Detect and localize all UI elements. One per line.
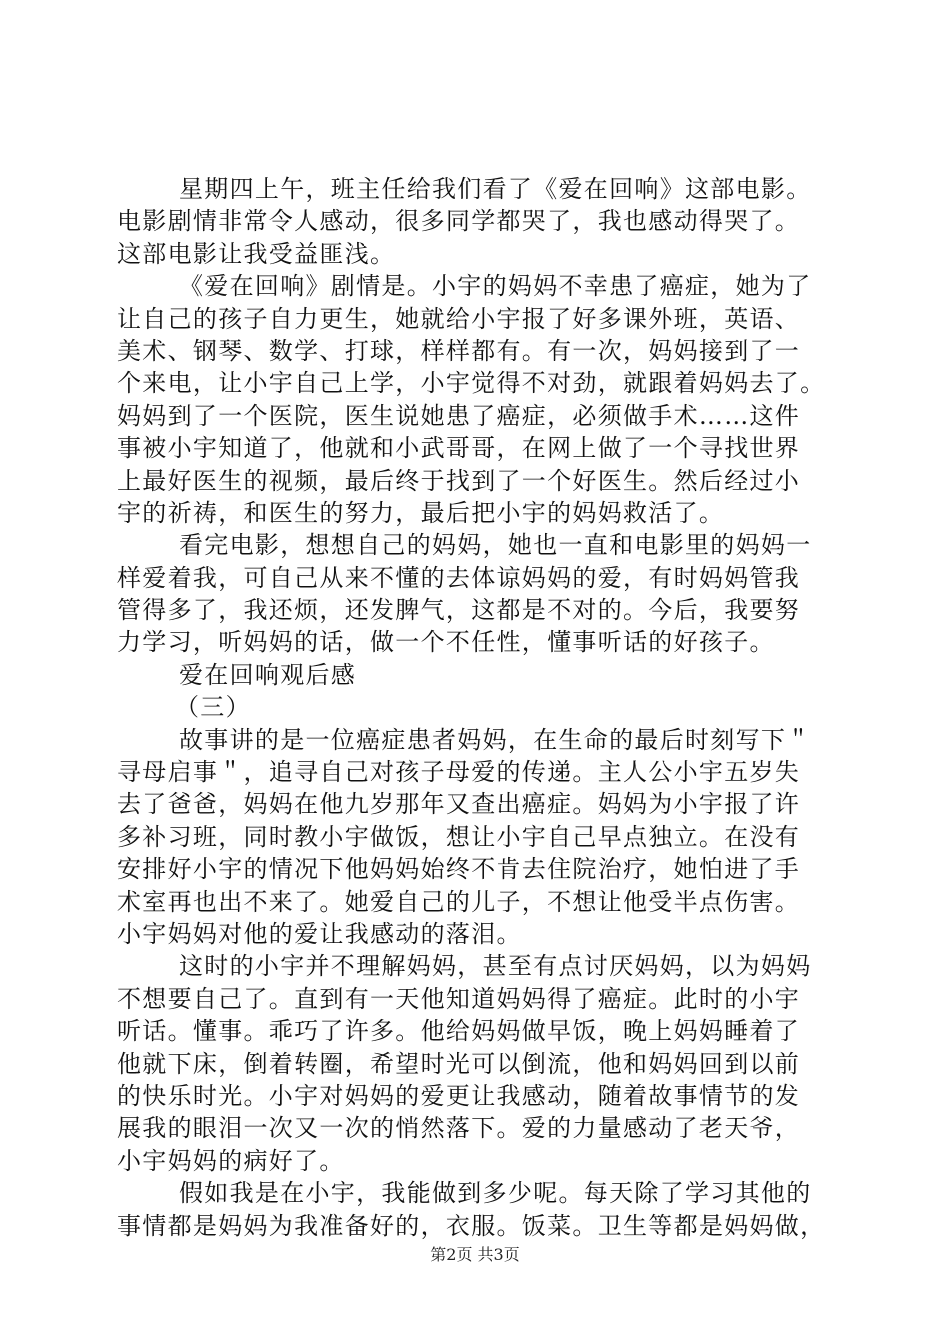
paragraph-line: 《爱在回响》剧情是。小宇的妈妈不幸患了癌症，她为了 xyxy=(179,272,812,301)
paragraph-line: 事情都是妈妈为我准备好的，衣服。饭菜。卫生等都是妈妈做， xyxy=(117,1211,826,1240)
paragraph-line: 美术、钢琴、数学、打球，样样都有。有一次，妈妈接到了一 xyxy=(117,336,801,365)
paragraph-line: 的快乐时光。小宇对妈妈的爱更让我感动，随着故事情节的发 xyxy=(117,1081,801,1110)
paragraph-line: 上最好医生的视频，最后终于找到了一个好医生。然后经过小 xyxy=(117,466,801,495)
paragraph-line: 星期四上午，班主任给我们看了《爱在回响》这部电影。 xyxy=(179,175,812,203)
paragraph-line: 安排好小宇的情况下他妈妈始终不肯去住院治疗，她怕进了手 xyxy=(117,855,801,884)
paragraph-line: 展我的眼泪一次又一次的悄然落下。爱的力量感动了老天爷， xyxy=(117,1114,801,1143)
document-body xyxy=(117,173,849,1242)
paragraph-line: 样爱着我，可自己从来不懂的去体谅妈妈的爱，有时妈妈管我 xyxy=(117,563,801,592)
paragraph-line: 听话。懂事。乖巧了许多。他给妈妈做早饭，晚上妈妈睡着了 xyxy=(117,1017,801,1046)
paragraph-line: 不想要自己了。直到有一天他知道妈妈得了癌症。此时的小宇 xyxy=(117,984,801,1013)
paragraph-line: 这时的小宇并不理解妈妈，甚至有点讨厌妈妈，以为妈妈 xyxy=(179,952,812,981)
paragraph-line: 寻母启事＂，追寻自己对孩子母爱的传递。主人公小宇五岁失 xyxy=(117,758,801,787)
section-title: 爱在回响观后感 xyxy=(179,660,357,689)
page-footer: 第2页 共3页 xyxy=(430,1245,520,1264)
paragraph-line: 力学习，听妈妈的话，做一个不任性，懂事听话的好孩子。 xyxy=(117,628,775,657)
paragraph-line: 管得多了，我还烦，还发脾气，这都是不对的。今后，我要努 xyxy=(117,596,801,625)
paragraph-line: 小宇妈妈的病好了。 xyxy=(117,1146,345,1175)
paragraph-line: 故事讲的是一位癌症患者妈妈，在生命的最后时刻写下＂ xyxy=(179,725,812,754)
section-number: （三） xyxy=(175,693,251,722)
paragraph-line: 这部电影让我受益匪浅。 xyxy=(117,239,396,268)
paragraph-line: 个来电，让小宇自己上学，小宇觉得不对劲，就跟着妈妈去了。 xyxy=(117,369,826,398)
paragraph-line: 小宇妈妈对他的爱让我感动的落泪。 xyxy=(117,919,522,948)
paragraph-line: 宇的祈祷，和医生的努力，最后把小宇的妈妈救活了。 xyxy=(117,498,725,527)
paragraph-line: 去了爸爸，妈妈在他九岁那年又查出癌症。妈妈为小宇报了许 xyxy=(117,790,801,819)
paragraph-line: 他就下床，倒着转圈，希望时光可以倒流，他和妈妈回到以前 xyxy=(117,1049,801,1078)
paragraph-line: 妈妈到了一个医院，医生说她患了癌症，必须做手术……这件 xyxy=(117,401,801,430)
paragraph-line: 让自己的孩子自力更生，她就给小宇报了好多课外班，英语、 xyxy=(117,304,801,333)
paragraph-line: 假如我是在小宇，我能做到多少呢。每天除了学习其他的 xyxy=(179,1179,812,1208)
paragraph-line: 多补习班，同时教小宇做饭，想让小宇自己早点独立。在没有 xyxy=(117,822,801,851)
paragraph-line: 看完电影，想想自己的妈妈，她也一直和电影里的妈妈一 xyxy=(179,531,812,560)
paragraph-line: 事被小宇知道了，他就和小武哥哥，在网上做了一个寻找世界 xyxy=(117,434,801,463)
paragraph-line: 术室再也出不来了。她爱自己的儿子，不想让他受半点伤害。 xyxy=(117,887,801,916)
paragraph-line: 电影剧情非常令人感动，很多同学都哭了，我也感动得哭了。 xyxy=(117,207,801,236)
